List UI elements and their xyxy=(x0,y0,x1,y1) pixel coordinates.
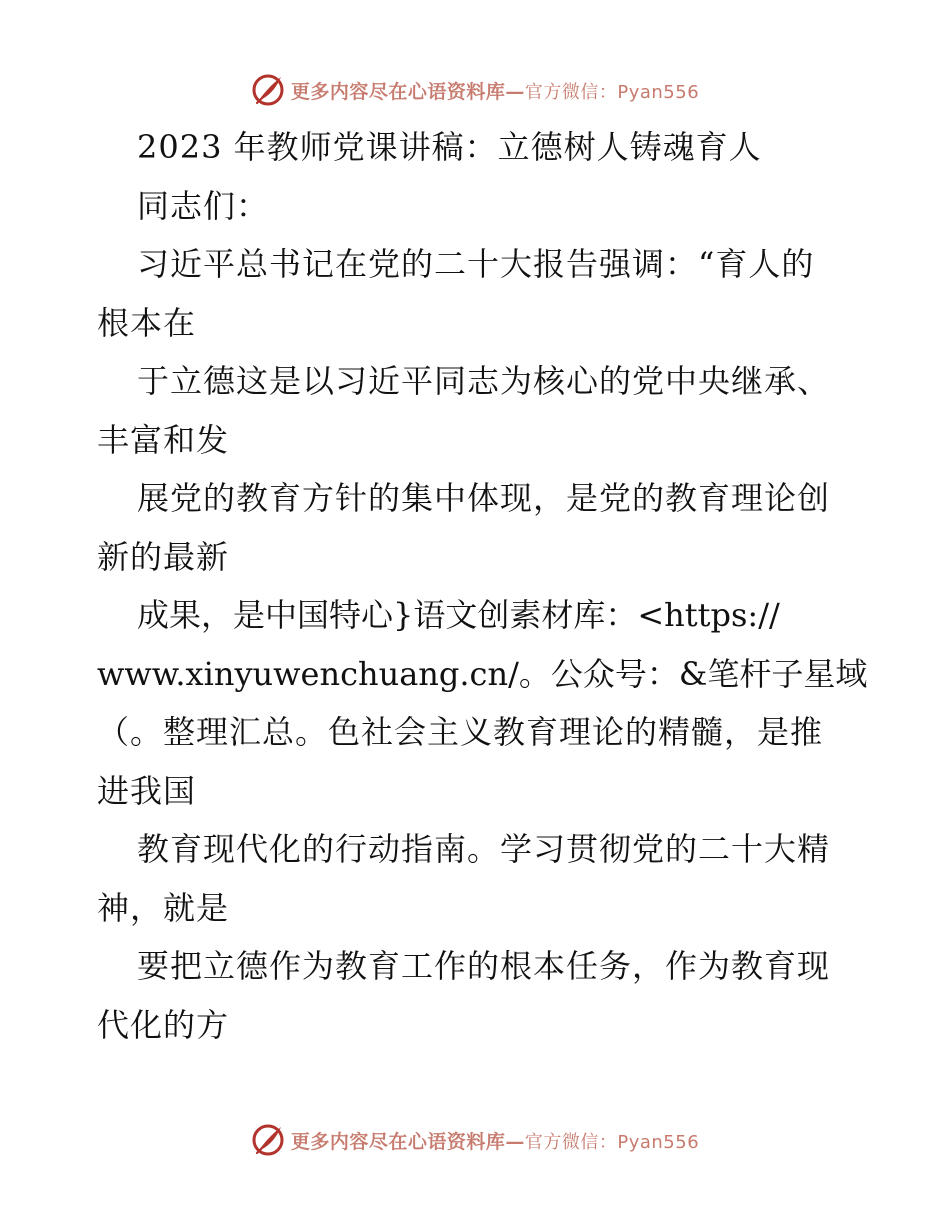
banner-contact-text: 官方微信：Pyan556 xyxy=(524,1131,700,1153)
paragraph-line: 代化的方 xyxy=(97,1005,230,1044)
paragraph-line: 教育现代化的行动指南。学习贯彻党的二十大精 xyxy=(137,830,831,868)
paragraph-line: 进我国 xyxy=(97,771,197,810)
paragraph-line: 习近平总书记在党的二十大报告强调：“育人的 xyxy=(137,245,815,283)
paragraph-line: 神，就是 xyxy=(97,888,230,927)
document-body xyxy=(97,118,867,1054)
banner-main-text: 更多内容尽在心语资料库— xyxy=(290,80,525,103)
feather-quill-icon xyxy=(251,1123,285,1157)
header-banner xyxy=(0,68,950,112)
paragraph-line: 要把立德作为教育工作的根本任务，作为教育现 xyxy=(137,947,831,985)
paragraph-line: 于立德这是以习近平同志为核心的党中央继承、 xyxy=(137,362,831,400)
paragraph-line: 成果，是中国特心}语文创素材库：<https:// xyxy=(137,596,780,634)
paragraph-line: 新的最新 xyxy=(97,537,230,576)
banner-text xyxy=(291,1127,699,1154)
document-title: 2023 年教师党课讲稿：立德树人铸魂育人 xyxy=(137,128,762,166)
paragraph-line: 丰富和发 xyxy=(97,420,230,459)
paragraph-line: （。整理汇总。色社会主义教育理论的精髓，是推 xyxy=(97,713,824,751)
paragraph-line: 根本在 xyxy=(97,303,197,342)
feather-quill-icon xyxy=(251,73,285,107)
banner-main-text: 更多内容尽在心语资料库— xyxy=(290,1130,525,1153)
banner-text xyxy=(291,77,699,104)
salutation: 同志们： xyxy=(137,186,270,225)
banner-contact-text: 官方微信：Pyan556 xyxy=(524,81,700,103)
paragraph-line: 展党的教育方针的集中体现，是党的教育理论创 xyxy=(137,479,831,517)
paragraph-line: www.xinyuwenchuang.cn/。公众号：&笔杆子星域 xyxy=(97,654,868,693)
footer-banner xyxy=(0,1118,950,1162)
